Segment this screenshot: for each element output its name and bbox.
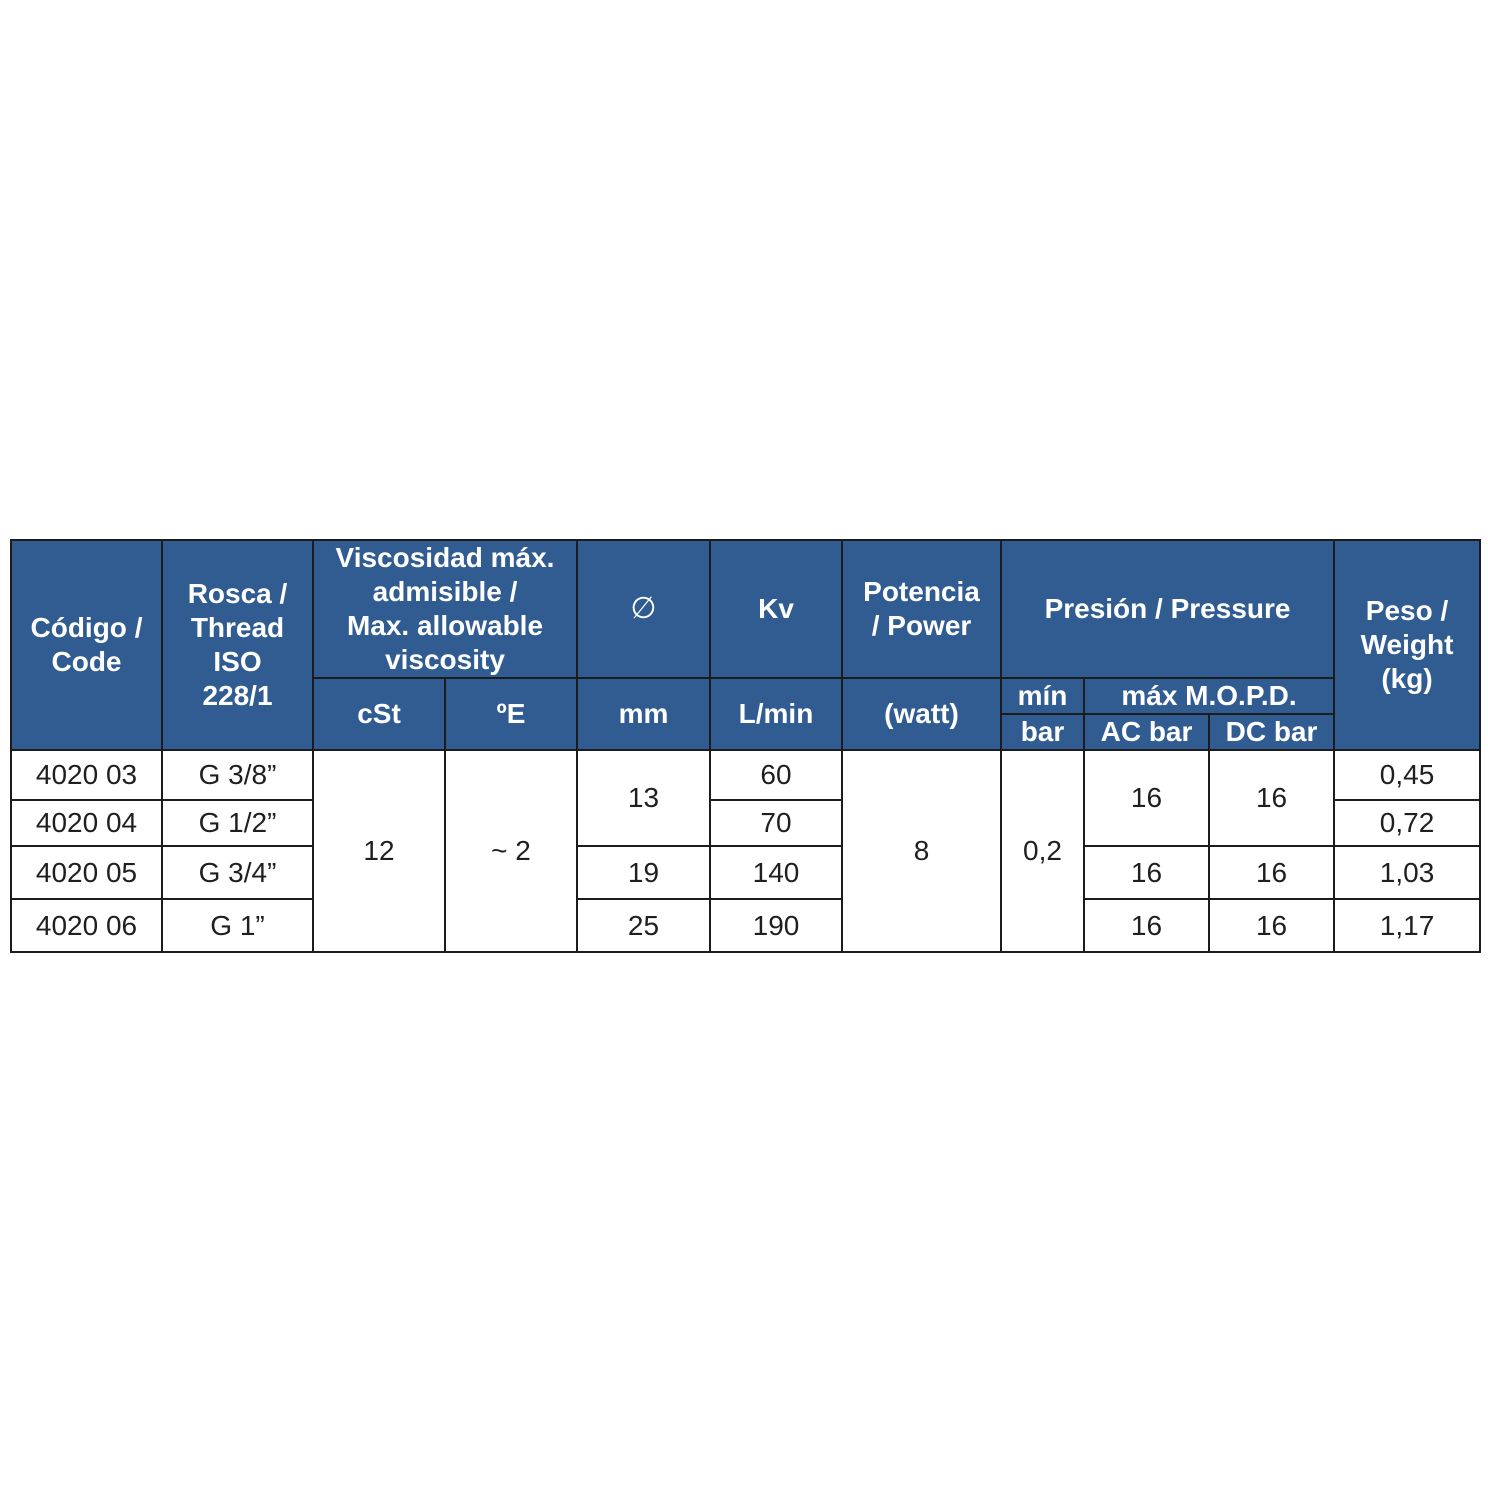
header-degree-engler: ºE: [445, 678, 577, 750]
table-row: [11, 846, 1480, 899]
table-row: [11, 750, 1480, 800]
header-min-bar: bar: [1001, 714, 1084, 750]
cell-degree-engler: ~ 2: [445, 750, 577, 952]
cell-kv: 190: [710, 899, 842, 952]
header-max-mopd: máx M.O.P.D.: [1084, 678, 1334, 714]
header-viscosity: Viscosidad máx. admisible / Max. allowable viscosity: [313, 540, 577, 678]
cell-min-bar: 0,2: [1001, 750, 1084, 952]
cell-dc-bar: 16: [1209, 750, 1334, 846]
header-thread: Rosca / Thread ISO 228/1: [162, 540, 313, 750]
cell-weight: 0,72: [1334, 800, 1480, 846]
header-power: Potencia / Power: [842, 540, 1001, 678]
header-ac-bar: AC bar: [1084, 714, 1209, 750]
header-min: mín: [1001, 678, 1084, 714]
header-kv: Kv: [710, 540, 842, 678]
cell-code: 4020 03: [11, 750, 162, 800]
cell-dc-bar: 16: [1209, 846, 1334, 899]
cell-weight: 1,17: [1334, 899, 1480, 952]
cell-kv: 70: [710, 800, 842, 846]
cell-mm: 25: [577, 899, 710, 952]
cell-mm: 19: [577, 846, 710, 899]
cell-ac-bar: 16: [1084, 750, 1209, 846]
header-cst: cSt: [313, 678, 445, 750]
cell-thread: G 3/4”: [162, 846, 313, 899]
cell-thread: G 1/2”: [162, 800, 313, 846]
cell-weight: 0,45: [1334, 750, 1480, 800]
cell-cst: 12: [313, 750, 445, 952]
cell-kv: 140: [710, 846, 842, 899]
header-mm: mm: [577, 678, 710, 750]
table-row: [11, 899, 1480, 952]
cell-weight: 1,03: [1334, 846, 1480, 899]
cell-code: 4020 05: [11, 846, 162, 899]
header-diameter: [577, 540, 710, 678]
cell-ac-bar: 16: [1084, 846, 1209, 899]
header-code: Código / Code: [11, 540, 162, 750]
cell-ac-bar: 16: [1084, 899, 1209, 952]
header-dc-bar: DC bar: [1209, 714, 1334, 750]
specification-table: [10, 539, 1481, 953]
cell-code: 4020 04: [11, 800, 162, 846]
cell-kv: 60: [710, 750, 842, 800]
cell-code: 4020 06: [11, 899, 162, 952]
header-weight: Peso / Weight (kg): [1334, 540, 1480, 750]
cell-mm: 13: [577, 750, 710, 846]
cell-power: 8: [842, 750, 1001, 952]
diameter-symbol: ∅: [630, 592, 657, 625]
cell-dc-bar: 16: [1209, 899, 1334, 952]
cell-thread: G 3/8”: [162, 750, 313, 800]
header-watt: (watt): [842, 678, 1001, 750]
cell-thread: G 1”: [162, 899, 313, 952]
header-pressure: Presión / Pressure: [1001, 540, 1334, 678]
header-lmin: L/min: [710, 678, 842, 750]
